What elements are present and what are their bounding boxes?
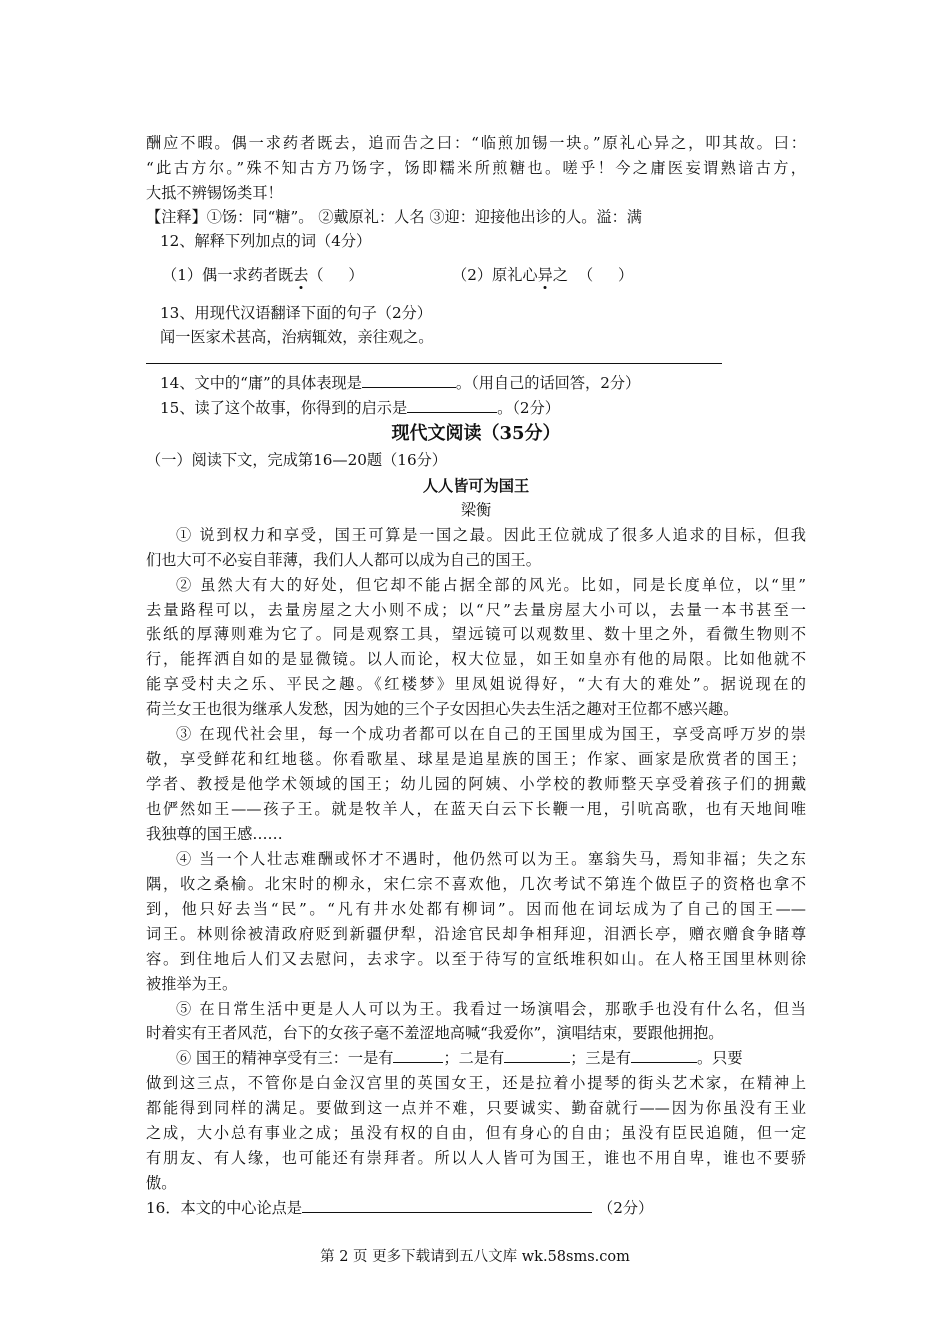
question-12-item-1: （1）偶一求药者既去（ ）: [162, 266, 374, 284]
question-13-sentence: 闻一医家术甚高，治病辄效，亲往观之。: [160, 328, 434, 346]
annotation-note: 【注释】①饧：同“糖”。 ②戴原礼：人名 ③迎：迎接他出诊的人。溢：满: [146, 208, 642, 226]
paragraph-2-line: 张纸的厚薄则难为它了。同是观察工具，望远镜可以观数里、数十里之外，看微生物则不: [146, 625, 806, 643]
paragraph-6-line: 都能得到同样的满足。要做到这一点并不难，只要诚实、勤奋就行——因为你虽没有王业: [146, 1099, 806, 1117]
paragraph-2-line: 行，能挥洒自如的是显微镜。以人而论，权大位显，如王如皇亦有他的局限。比如他就不: [146, 650, 806, 668]
classical-line-1: 酬应不暇。偶一求药者既去，追而告之曰：“临煎加锡一块。”原礼心异之，叩其故。曰：: [146, 134, 806, 152]
section-title: 现代文阅读（35分）: [391, 423, 561, 444]
paragraph-6-line: 有朋友、有人缘，也可能还有崇拜者。所以人人皆可为国王，谁也不用自卑，谁也不要骄: [146, 1149, 806, 1167]
paragraph-4-line: 隅，收之桑榆。北宋时的柳永，宋仁宗不喜欢他，几次考试不第连个做臣子的资格也拿不: [146, 875, 806, 893]
classical-line-2: “此古方尔。”殊不知古方乃饧字，饧即糯米所煎糖也。嗟乎！今之庸医妄谓熟谙古方，: [146, 159, 806, 177]
answer-blank-p6-3[interactable]: [631, 1048, 697, 1063]
answer-blank-15[interactable]: [407, 398, 497, 413]
paragraph-2-line: 能享受村夫之乐、平民之趣。《红楼梦》里凤姐说得好，“大有大的难处”。据说现在的: [146, 675, 806, 693]
paragraph-3-line: 敬，享受鲜花和红地毯。你看歌星、球星是追星族的国王；作家、画家是欣赏者的国王；: [146, 750, 806, 768]
paragraph-4-line: 容。到住地后人们又去慰问，去求字。以至于待写的宣纸堆积如山。在人格王国里林则徐: [146, 950, 806, 968]
paragraph-6-line: 之成，大小总有事业之成；虽没有权的自由，但有身心的自由；虽没有臣民追随，但一定: [146, 1124, 806, 1142]
answer-blank-16[interactable]: [302, 1198, 592, 1213]
question-15: 15、读了这个故事，你得到的启示是 。（2分）: [160, 399, 560, 417]
answer-blank-14[interactable]: [362, 373, 456, 388]
question-12-item-2: （2）原礼心异之（ ）: [452, 266, 644, 284]
question-12-title: 12、解释下列加点的词（4分）: [160, 232, 372, 250]
paragraph-1-line: ① 说到权力和享受，国王可算是一国之最。因此王位就成了很多人追求的目标，但我: [176, 526, 806, 544]
paragraph-1-line: 们也大可不必妄自菲薄，我们人人都可以成为自己的国王。: [146, 551, 541, 569]
classical-line-3: 大抵不辨锡饧类耳！: [146, 184, 283, 202]
question-13-title: 13、用现代汉语翻译下面的句子（2分）: [160, 304, 432, 322]
reading-instruction: （一）阅读下文，完成第16—20题（16分）: [146, 451, 447, 469]
article-title: 人人皆可为国王: [422, 477, 530, 495]
article-author: 梁衡: [460, 501, 492, 519]
page-footer: 第 2 页 更多下载请到五八文库 wk.58sms.com: [320, 1249, 630, 1265]
paragraph-3-line: 也俨然如王——孩子王。就是牧羊人，在蓝天白云下长鞭一甩，引吭高歌，也有天地间唯: [146, 800, 806, 818]
question-16: 16．本文的中心论点是 （2分）: [146, 1199, 654, 1217]
paragraph-5-line: 时着实有王者风范，台下的女孩子毫不羞涩地高喊“我爱你”，演唱结束，要跟他拥抱。: [146, 1024, 724, 1042]
paragraph-4-line: ④ 当一个人壮志难酬或怀才不遇时，他仍然可以为王。塞翁失马，焉知非福；失之东: [176, 850, 806, 868]
paragraph-2-line: 去量路程可以，去量房屋之大小则不成；以“尺”去量房屋大小可以，去量一本书甚至一: [146, 601, 806, 619]
paragraph-4-line: 被推举为王。: [146, 975, 238, 993]
dotted-word-yi: 异: [537, 266, 553, 284]
paragraph-3-line: 我独尊的国王感……: [146, 825, 283, 843]
paragraph-6-line: 做到这三点，不管你是白金汉宫里的英国女王，还是拉着小提琴的街头艺术家，在精神上: [146, 1074, 806, 1092]
paragraph-2-line: ② 虽然大有大的好处，但它却不能占据全部的风光。比如，同是长度单位，以“里”: [176, 576, 806, 594]
paragraph-2-line: 荷兰女王也很为继承人发愁，因为她的三个子女因担心失去生活之趣对王位都不感兴趣。: [146, 700, 739, 718]
paragraph-6-first-line: ⑥ 国王的精神享受有三：一是有 ；二是有 ；三是有 。只要: [176, 1049, 743, 1067]
dotted-word-qu: 去: [293, 266, 309, 284]
answer-blank-p6-2[interactable]: [504, 1048, 570, 1063]
paragraph-4-line: 词王。林则徐被清政府贬到新疆伊犁，沿途官民却争相拜迎，泪洒长亭，赠衣赠食争睹尊: [146, 925, 806, 943]
paragraph-4-line: 到，他只好去当“民”。“凡有井水处都有柳词”。因而他在词坛成为了自己的国王——: [146, 900, 806, 918]
question-14: 14、文中的“庸”的具体表现是 。（用自己的话回答，2分）: [160, 374, 641, 392]
answer-blank-p6-1[interactable]: [393, 1048, 443, 1063]
paragraph-6-line: 傲。: [146, 1174, 177, 1192]
answer-line-13: [146, 363, 722, 364]
paragraph-3-line: ③ 在现代社会里，每一个成功者都可以在自己的王国里成为国王，享受高呼万岁的崇: [176, 725, 806, 743]
paragraph-3-line: 学者、教授是他学术领域的国王；幼儿园的阿姨、小学校的教师整天享受着孩子们的拥戴: [146, 775, 806, 793]
paragraph-5-line: ⑤ 在日常生活中更是人人可以为王。我看过一场演唱会，那歌手也没有什么名，但当: [176, 1000, 806, 1018]
